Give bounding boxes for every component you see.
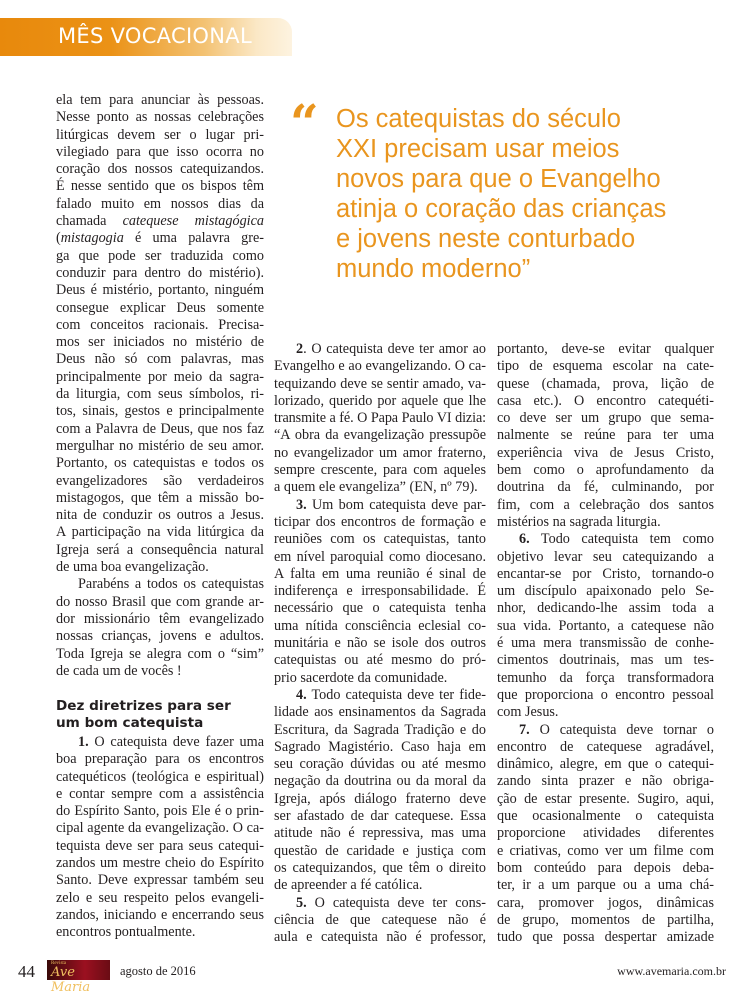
text-line	[497, 549, 714, 566]
text-line	[274, 652, 486, 669]
text-segment: 1.	[78, 734, 89, 750]
page-number: 44	[18, 962, 35, 981]
text-line	[56, 109, 264, 126]
text-line	[274, 773, 486, 790]
text-line	[497, 652, 714, 669]
text-line	[497, 479, 714, 496]
text-segment: ticipar dos encontros de formação e	[274, 513, 486, 530]
text-segment: é uma palavra gre-	[123, 230, 264, 247]
text-line	[497, 791, 714, 808]
text-line	[274, 756, 486, 773]
column-2-text	[274, 341, 486, 946]
text-line	[56, 507, 264, 524]
text-line	[56, 213, 264, 230]
text-line	[274, 635, 486, 652]
text-segment: aula e catequista não é professor,	[274, 929, 486, 946]
text-segment: mistérios na sagrada liturgia.	[497, 513, 661, 530]
text-line	[56, 438, 264, 455]
text-line	[497, 808, 714, 825]
text-line	[497, 756, 714, 773]
text-line	[274, 358, 486, 375]
text-line	[56, 317, 264, 334]
text-segment: uma nítida consciência eclesial co-	[274, 617, 486, 634]
text-segment: tos, sinais, gestos e principalmente	[56, 403, 264, 420]
text-segment: mos ser iniciados no mistério de	[56, 334, 264, 351]
text-line	[56, 786, 264, 803]
text-segment: proporcione atividades diferentes	[497, 825, 714, 842]
logo-small-text: Revista	[51, 961, 66, 966]
text-segment: que ocasionalmente o catequista	[497, 808, 714, 825]
text-segment: Portanto, os catequistas e todos os	[56, 455, 264, 472]
text-segment: zandos um mestre cheio do Espírito	[56, 855, 264, 872]
text-line	[56, 403, 264, 420]
text-line	[274, 410, 486, 427]
text-segment: Igreja será a consequência natural	[56, 541, 264, 558]
text-line	[56, 300, 264, 317]
text-segment: falado muito em nossos dias da	[56, 195, 264, 212]
text-line	[274, 445, 486, 462]
text-line	[56, 265, 264, 282]
text-segment: A falta em uma reunião é sinal de	[274, 565, 486, 582]
text-segment: evangelizadores são verdadeiros	[56, 472, 264, 489]
text-segment: Todo catequista deve ter fide-	[306, 686, 486, 703]
text-segment: nalmente se reúne para ter uma	[497, 427, 714, 444]
text-line	[274, 583, 486, 600]
text-segment: seu coração dúvidas ou até mesmo	[274, 756, 486, 773]
text-line	[497, 393, 714, 410]
text-segment: catequese mistagógica	[122, 213, 264, 230]
text-segment: nhor, dedicando-lhe assim toda a	[497, 600, 714, 617]
text-segment: transmite a fé. O Papa Paulo VI dizia:	[274, 410, 486, 427]
text-segment: ga que pode ser traduzida como	[56, 247, 264, 264]
quote-line: Os catequistas do século	[336, 105, 621, 133]
text-segment: nossas crianças, jovens e adultos.	[56, 628, 264, 645]
text-line	[497, 600, 714, 617]
text-line	[497, 773, 714, 790]
text-line	[497, 670, 714, 687]
text-segment: da liturgia, com seus símbolos, ri-	[56, 386, 264, 403]
text-line	[274, 791, 486, 808]
text-segment: co deve ser um grupo que sema-	[497, 410, 714, 427]
text-segment: 5.	[296, 894, 307, 911]
text-line	[497, 462, 714, 479]
issue-date: agosto de 2016	[120, 964, 196, 978]
text-line	[497, 635, 714, 652]
text-segment: 4.	[296, 686, 307, 703]
text-segment: de uma boa evangelização.	[56, 559, 209, 576]
text-segment: que proporciona o encontro pessoal	[497, 686, 714, 703]
text-line	[56, 838, 264, 855]
text-segment: encontros pontualmente.	[56, 924, 196, 941]
text-line	[56, 576, 264, 593]
text-segment: 3.	[296, 496, 307, 513]
section-heading	[56, 698, 231, 733]
text-segment: Escritura, da Sagrada Tradição e do	[274, 721, 486, 738]
quote-line: mundo moderno”	[336, 255, 531, 283]
text-segment: A participação na vida litúrgica da	[56, 524, 264, 541]
text-line	[56, 890, 264, 907]
text-segment: 7.	[519, 721, 530, 738]
text-line	[274, 514, 486, 531]
text-line	[274, 376, 486, 393]
text-segment: e contar sempre com a assistência	[56, 785, 264, 802]
text-segment: catequéticos (teológica e espiritual)	[56, 768, 264, 785]
section-heading-line: Dez diretrizes para ser	[56, 698, 231, 714]
text-line	[274, 462, 486, 479]
text-line	[56, 127, 264, 144]
text-line	[56, 490, 264, 507]
text-segment: Santo. Deve expressar também seu	[56, 872, 264, 889]
text-line	[56, 872, 264, 889]
text-segment: lorizado, querido por aquele que lhe	[274, 392, 486, 409]
text-line	[274, 479, 486, 496]
text-line	[497, 704, 714, 721]
text-segment: sempre crescente, para com aqueles	[274, 462, 486, 479]
column-1-text	[56, 92, 264, 680]
text-line	[497, 739, 714, 756]
text-segment: encontro de catequese agradável,	[497, 738, 714, 755]
text-line	[497, 843, 714, 860]
text-segment: É nesse sentido que os bispos têm	[56, 178, 264, 195]
text-line	[497, 722, 714, 739]
text-segment: prio sacerdote da comunidade.	[274, 669, 448, 686]
text-segment: necessário que o catequista tenha	[274, 600, 486, 617]
text-segment: Evangelho e ao evangelizando. O ca-	[274, 358, 486, 375]
text-line	[56, 144, 264, 161]
text-line	[56, 92, 264, 109]
text-segment: a quem ele evangeliza” (EN, nº 79).	[274, 479, 478, 496]
text-segment: fim, com a celebração dos santos	[497, 496, 714, 513]
text-line	[497, 687, 714, 704]
text-segment: mergulhar no mistério de seu amor.	[56, 437, 264, 454]
section-title: MÊS VOCACIONAL	[58, 24, 252, 48]
text-line	[497, 531, 714, 548]
text-segment: de apreender a fé católica.	[274, 877, 423, 894]
text-segment: catequistas ou até mesmo do pró-	[274, 652, 486, 669]
text-segment: Deus é mistério, portanto, ninguém	[56, 282, 264, 299]
text-segment: vilegiado para que isso ocorra no	[56, 143, 264, 160]
text-line	[497, 410, 714, 427]
text-segment: consegue explicar Deus somente	[56, 299, 264, 316]
text-line	[497, 341, 714, 358]
text-segment: de grupo, momentos de partilha,	[497, 911, 714, 928]
text-segment: casa etc.). O encontro catequéti-	[497, 392, 714, 409]
text-line	[497, 929, 714, 946]
quote-line: XXI precisam usar meios	[336, 135, 620, 163]
text-segment: Toda Igreja se alegra com o “sim”	[56, 645, 264, 662]
text-line	[56, 178, 264, 195]
text-line	[274, 722, 486, 739]
text-line	[497, 514, 714, 531]
text-segment: cara, promover jogos, dinâmicas	[497, 894, 714, 911]
text-segment: um discípulo apaixonado pelo Se-	[497, 583, 714, 600]
text-segment: chamada	[56, 213, 123, 230]
text-segment: mistagogia	[60, 230, 124, 247]
text-segment: dinâmico, alegre, em que o catequi-	[497, 756, 714, 773]
text-segment: mistagogos, que têm a missão bo-	[56, 489, 264, 506]
text-segment: O catequista deve fazer uma	[88, 734, 264, 750]
text-segment: sua vida. Portanto, a catequese não	[497, 617, 714, 634]
text-line	[56, 421, 264, 438]
text-line	[497, 427, 714, 444]
text-segment: O catequista deve ter cons-	[306, 894, 486, 911]
text-segment: munitária e não se isole dos outros	[274, 635, 486, 652]
text-segment: bem como o aprofundamento da	[497, 462, 714, 479]
quote-line: novos para que o Evangelho	[336, 165, 661, 193]
text-line	[56, 196, 264, 213]
text-line	[56, 473, 264, 490]
text-line	[274, 808, 486, 825]
text-line	[274, 739, 486, 756]
quote-line: atinja o coração das crianças	[336, 195, 667, 223]
quote-mark-icon: “	[290, 93, 319, 152]
text-segment: tipo de esquema escolar na cate-	[497, 358, 714, 375]
text-segment: encantar-se por Cristo, tornando-o	[497, 565, 714, 582]
text-line	[274, 341, 486, 358]
text-line	[56, 351, 264, 368]
text-line	[497, 895, 714, 912]
text-line	[274, 895, 486, 912]
text-segment: Nesse ponto as nossas celebrações	[56, 109, 264, 126]
text-segment: . O catequista deve ter amor ao	[303, 341, 486, 357]
text-segment: Parabéns a todos os catequistas	[78, 576, 264, 593]
text-line	[274, 929, 486, 946]
text-segment: objetivo levar seu catequizando a	[497, 548, 714, 565]
text-line	[274, 393, 486, 410]
text-segment: reuniões com os catequistas, tanto	[274, 531, 486, 548]
text-segment: ter, ir a um parque ou a uma chá-	[497, 877, 714, 894]
text-line	[56, 282, 264, 299]
text-line	[274, 549, 486, 566]
text-segment: Igreja, após diálogo fraterno deve	[274, 790, 486, 807]
text-line	[497, 566, 714, 583]
text-line	[497, 860, 714, 877]
text-line	[56, 559, 264, 576]
text-line	[56, 455, 264, 472]
text-line	[497, 825, 714, 842]
text-segment: (	[56, 230, 61, 247]
text-segment: com Jesus.	[497, 704, 559, 721]
text-line	[274, 704, 486, 721]
quote-line: e jovens neste conturbado	[336, 225, 636, 253]
text-line	[274, 860, 486, 877]
text-segment: doutrina da fé, culminando, por	[497, 479, 714, 496]
text-line	[274, 600, 486, 617]
text-line	[56, 230, 264, 247]
text-segment: em nível paroquial como diocesano.	[274, 548, 486, 565]
text-line	[56, 820, 264, 837]
text-line	[274, 566, 486, 583]
text-line	[56, 386, 264, 403]
text-segment: questão de caridade e justiça com	[274, 842, 486, 859]
text-segment: conduzir para dentro do mistério).	[56, 264, 264, 281]
text-line	[274, 497, 486, 514]
text-line	[56, 734, 264, 751]
text-segment: Um bom catequista deve par-	[306, 496, 486, 513]
text-segment: zando sinta prazer e não obriga-	[497, 773, 714, 790]
text-segment: zandos, iniciando e encerrando seus	[56, 906, 264, 923]
text-line	[56, 524, 264, 541]
text-line	[56, 751, 264, 768]
text-line	[56, 646, 264, 663]
text-segment: ser afastado de dar catequese. Essa	[274, 808, 486, 825]
text-line	[56, 594, 264, 611]
text-segment: Deus não só com palavras, mas	[56, 351, 264, 368]
logo-text: Ave Maria	[51, 965, 91, 995]
text-line	[56, 924, 264, 941]
text-segment: quese (chamada, prova, lição de	[497, 375, 714, 392]
text-line	[274, 877, 486, 894]
text-line	[56, 628, 264, 645]
text-line	[274, 531, 486, 548]
text-segment: O catequista deve tornar o	[529, 721, 714, 738]
text-segment: experiência viva de Jesus Cristo,	[497, 444, 714, 461]
text-segment: com conceitos racionais. Precisa-	[56, 316, 264, 333]
text-line	[274, 825, 486, 842]
text-segment: de cada um de vocês !	[56, 662, 182, 679]
text-segment: coração dos nossos catequizandos.	[56, 161, 264, 178]
text-segment: bom conteúdo para depois deba-	[497, 859, 714, 876]
text-segment: litúrgicas devem ser o lugar pri-	[56, 126, 264, 143]
text-line	[497, 358, 714, 375]
text-line	[56, 663, 264, 680]
text-segment: negação da doutrina ou da moral da	[274, 773, 486, 790]
text-segment: dor missionário têm evangelizado	[56, 610, 264, 627]
text-segment: “A obra da evangelização pressupõe	[274, 427, 486, 444]
text-line	[274, 427, 486, 444]
text-segment: temunho da força transformadora	[497, 669, 714, 686]
text-segment: cipal agente da evangelização. O ca-	[56, 820, 264, 837]
text-segment: indiferença e irresponsabilidade. É	[274, 583, 486, 600]
text-segment: tequista deve ser para seus catequi-	[56, 837, 264, 854]
text-segment: 6.	[519, 531, 530, 548]
text-line	[274, 843, 486, 860]
text-line	[56, 161, 264, 178]
text-segment: ção de estar presente. Sugiro, aqui,	[497, 790, 714, 807]
text-line	[274, 618, 486, 635]
text-segment: Todo catequista tem como	[529, 531, 714, 548]
text-line	[497, 583, 714, 600]
text-line	[56, 907, 264, 924]
text-segment: atitude não é repressiva, mas uma	[274, 825, 486, 842]
text-line	[56, 248, 264, 265]
column-1-guidelines	[56, 734, 264, 942]
text-line	[56, 803, 264, 820]
text-segment: tequizando deve se sentir amado, va-	[274, 375, 486, 392]
text-line	[497, 912, 714, 929]
text-segment: ciência de que catequese não é	[274, 911, 486, 928]
text-segment: ela tem para anunciar às pessoas.	[56, 92, 264, 108]
text-segment: do nosso Brasil que com grande ar-	[56, 593, 264, 610]
text-segment: 2	[296, 341, 304, 357]
text-segment: e criativas, como ver um filme com	[497, 842, 714, 859]
text-segment: nita de conduzir os outros a Jesus.	[56, 507, 264, 524]
text-line	[56, 611, 264, 628]
text-line	[274, 670, 486, 687]
text-line	[56, 369, 264, 386]
text-segment: Sagrado Magistério. Caso haja em	[274, 738, 486, 755]
text-segment: boa preparação para os encontros	[56, 751, 264, 768]
text-segment: lidade aos ensinamentos da Sagrada	[274, 704, 486, 721]
text-segment: do Espírito Santo, pois Ele é o prin-	[56, 803, 264, 820]
text-segment: no evangelizador um amor fraterno,	[274, 444, 486, 461]
text-line	[56, 542, 264, 559]
text-segment: com a Palavra de Deus, que nos faz	[56, 420, 264, 437]
section-heading-line: um bom catequista	[56, 715, 204, 732]
text-line	[497, 497, 714, 514]
text-segment: portanto, deve-se evitar qualquer	[497, 341, 714, 357]
text-line	[274, 687, 486, 704]
text-segment: cimentos doutrinais, mas um tes-	[497, 652, 714, 669]
website-url: www.avemaria.com.br	[617, 964, 726, 978]
text-line	[56, 334, 264, 351]
section-banner	[0, 18, 292, 56]
text-segment: zelo e seu respeito pelos evangeli-	[56, 889, 264, 906]
text-line	[274, 912, 486, 929]
text-line	[497, 445, 714, 462]
text-segment: principalmente por meio da sagra-	[56, 368, 264, 385]
magazine-logo	[47, 960, 110, 995]
column-3-text	[497, 341, 714, 946]
text-segment: é uma mera transmissão de conhe-	[497, 635, 714, 652]
text-line	[56, 855, 264, 872]
text-line	[497, 618, 714, 635]
text-segment: tudo que possa despertar amizade	[497, 929, 714, 946]
text-line	[56, 769, 264, 786]
text-line	[497, 376, 714, 393]
text-line	[497, 877, 714, 894]
text-segment: os catequizandos, que têm o direito	[274, 859, 486, 876]
